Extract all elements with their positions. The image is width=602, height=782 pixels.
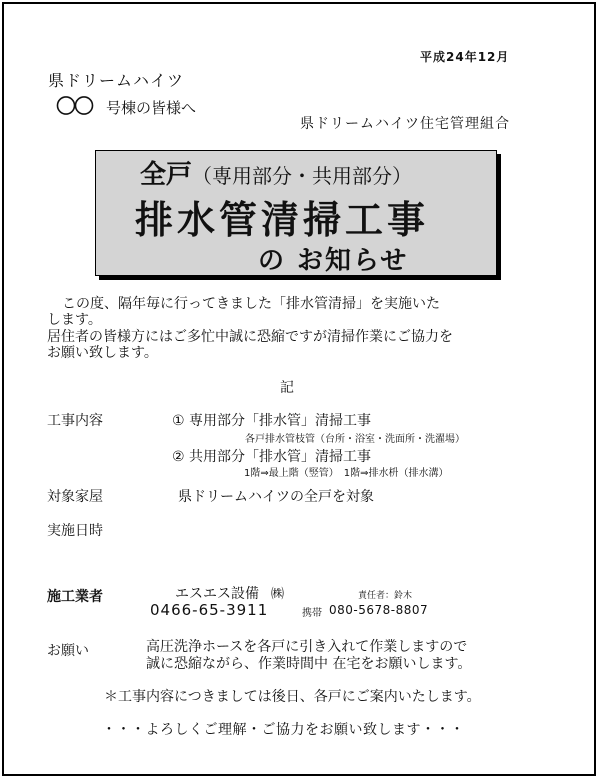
intro-line4: お願い致します。: [47, 345, 158, 361]
work-item1: ① 専用部分「排水管」清掃工事: [172, 413, 372, 429]
request-label: お願い: [47, 643, 89, 659]
building-number-placeholder: 〇〇: [56, 94, 92, 118]
recipient-suffix: 号棟の皆様へ: [106, 99, 197, 117]
ki-heading: 記: [280, 380, 294, 396]
title-line3: の お知らせ: [258, 246, 409, 276]
title-sub: （専用部分・共用部分）: [192, 164, 413, 188]
work-item2: ② 共用部分「排水管」清掃工事: [172, 449, 372, 465]
title-main: 全戸: [140, 160, 193, 190]
note: ＊工事内容につきましては後日、各戸にご案内いたします。: [104, 689, 481, 705]
contractor-kabu: ㈱: [271, 587, 285, 602]
sender: 県ドリームハイツ住宅管理組合: [300, 116, 510, 132]
recipient-line2: [56, 90, 196, 119]
request-line2: 誠に恐縮ながら、作業時間中 在宅をお願いします。: [146, 656, 472, 672]
intro-line2: します。: [47, 312, 102, 328]
intro-line3: 居住者の皆様方にはご多忙中誠に恐縮ですが清掃作業にご協力を: [47, 329, 453, 345]
title-line1: [140, 154, 412, 191]
manager: 責任者：鈴木: [358, 591, 413, 601]
title-line2: 排水管清掃工事: [135, 198, 430, 242]
notice-date: 平成24年12月: [420, 50, 510, 64]
contractor-name: エスエス設備: [175, 586, 259, 602]
phone-number: 0466-65-3911: [150, 601, 269, 619]
mobile-number: 080-5678-8807: [329, 603, 429, 617]
closing: ・・・よろしくご理解・ご協力をお願い致します・・・: [102, 722, 465, 738]
contractor-name-line: [175, 583, 284, 603]
intro-line1: この度、隔年毎に行ってきました「排水管清掃」を実施いた: [62, 296, 440, 312]
mobile-label: 携帯: [302, 608, 322, 619]
work-item1-detail: 各戸排水管枝管（台所・浴室・洗面所・洗濯場）: [245, 434, 465, 445]
target-value: 県ドリームハイツの全戸を対象: [178, 489, 374, 505]
contractor-label: 施工業者: [47, 589, 103, 605]
recipient-line1: 県ドリームハイツ: [48, 71, 185, 90]
work-label: 工事内容: [47, 413, 103, 429]
request-line1: 高圧洗浄ホースを各戸に引き入れて作業しますので: [146, 639, 468, 655]
work-item2-detail: 1階⇒最上階（竪管） 1階⇒排水枡（排水溝）: [244, 468, 449, 479]
date-label: 実施日時: [47, 523, 103, 539]
target-label: 対象家屋: [47, 489, 103, 505]
